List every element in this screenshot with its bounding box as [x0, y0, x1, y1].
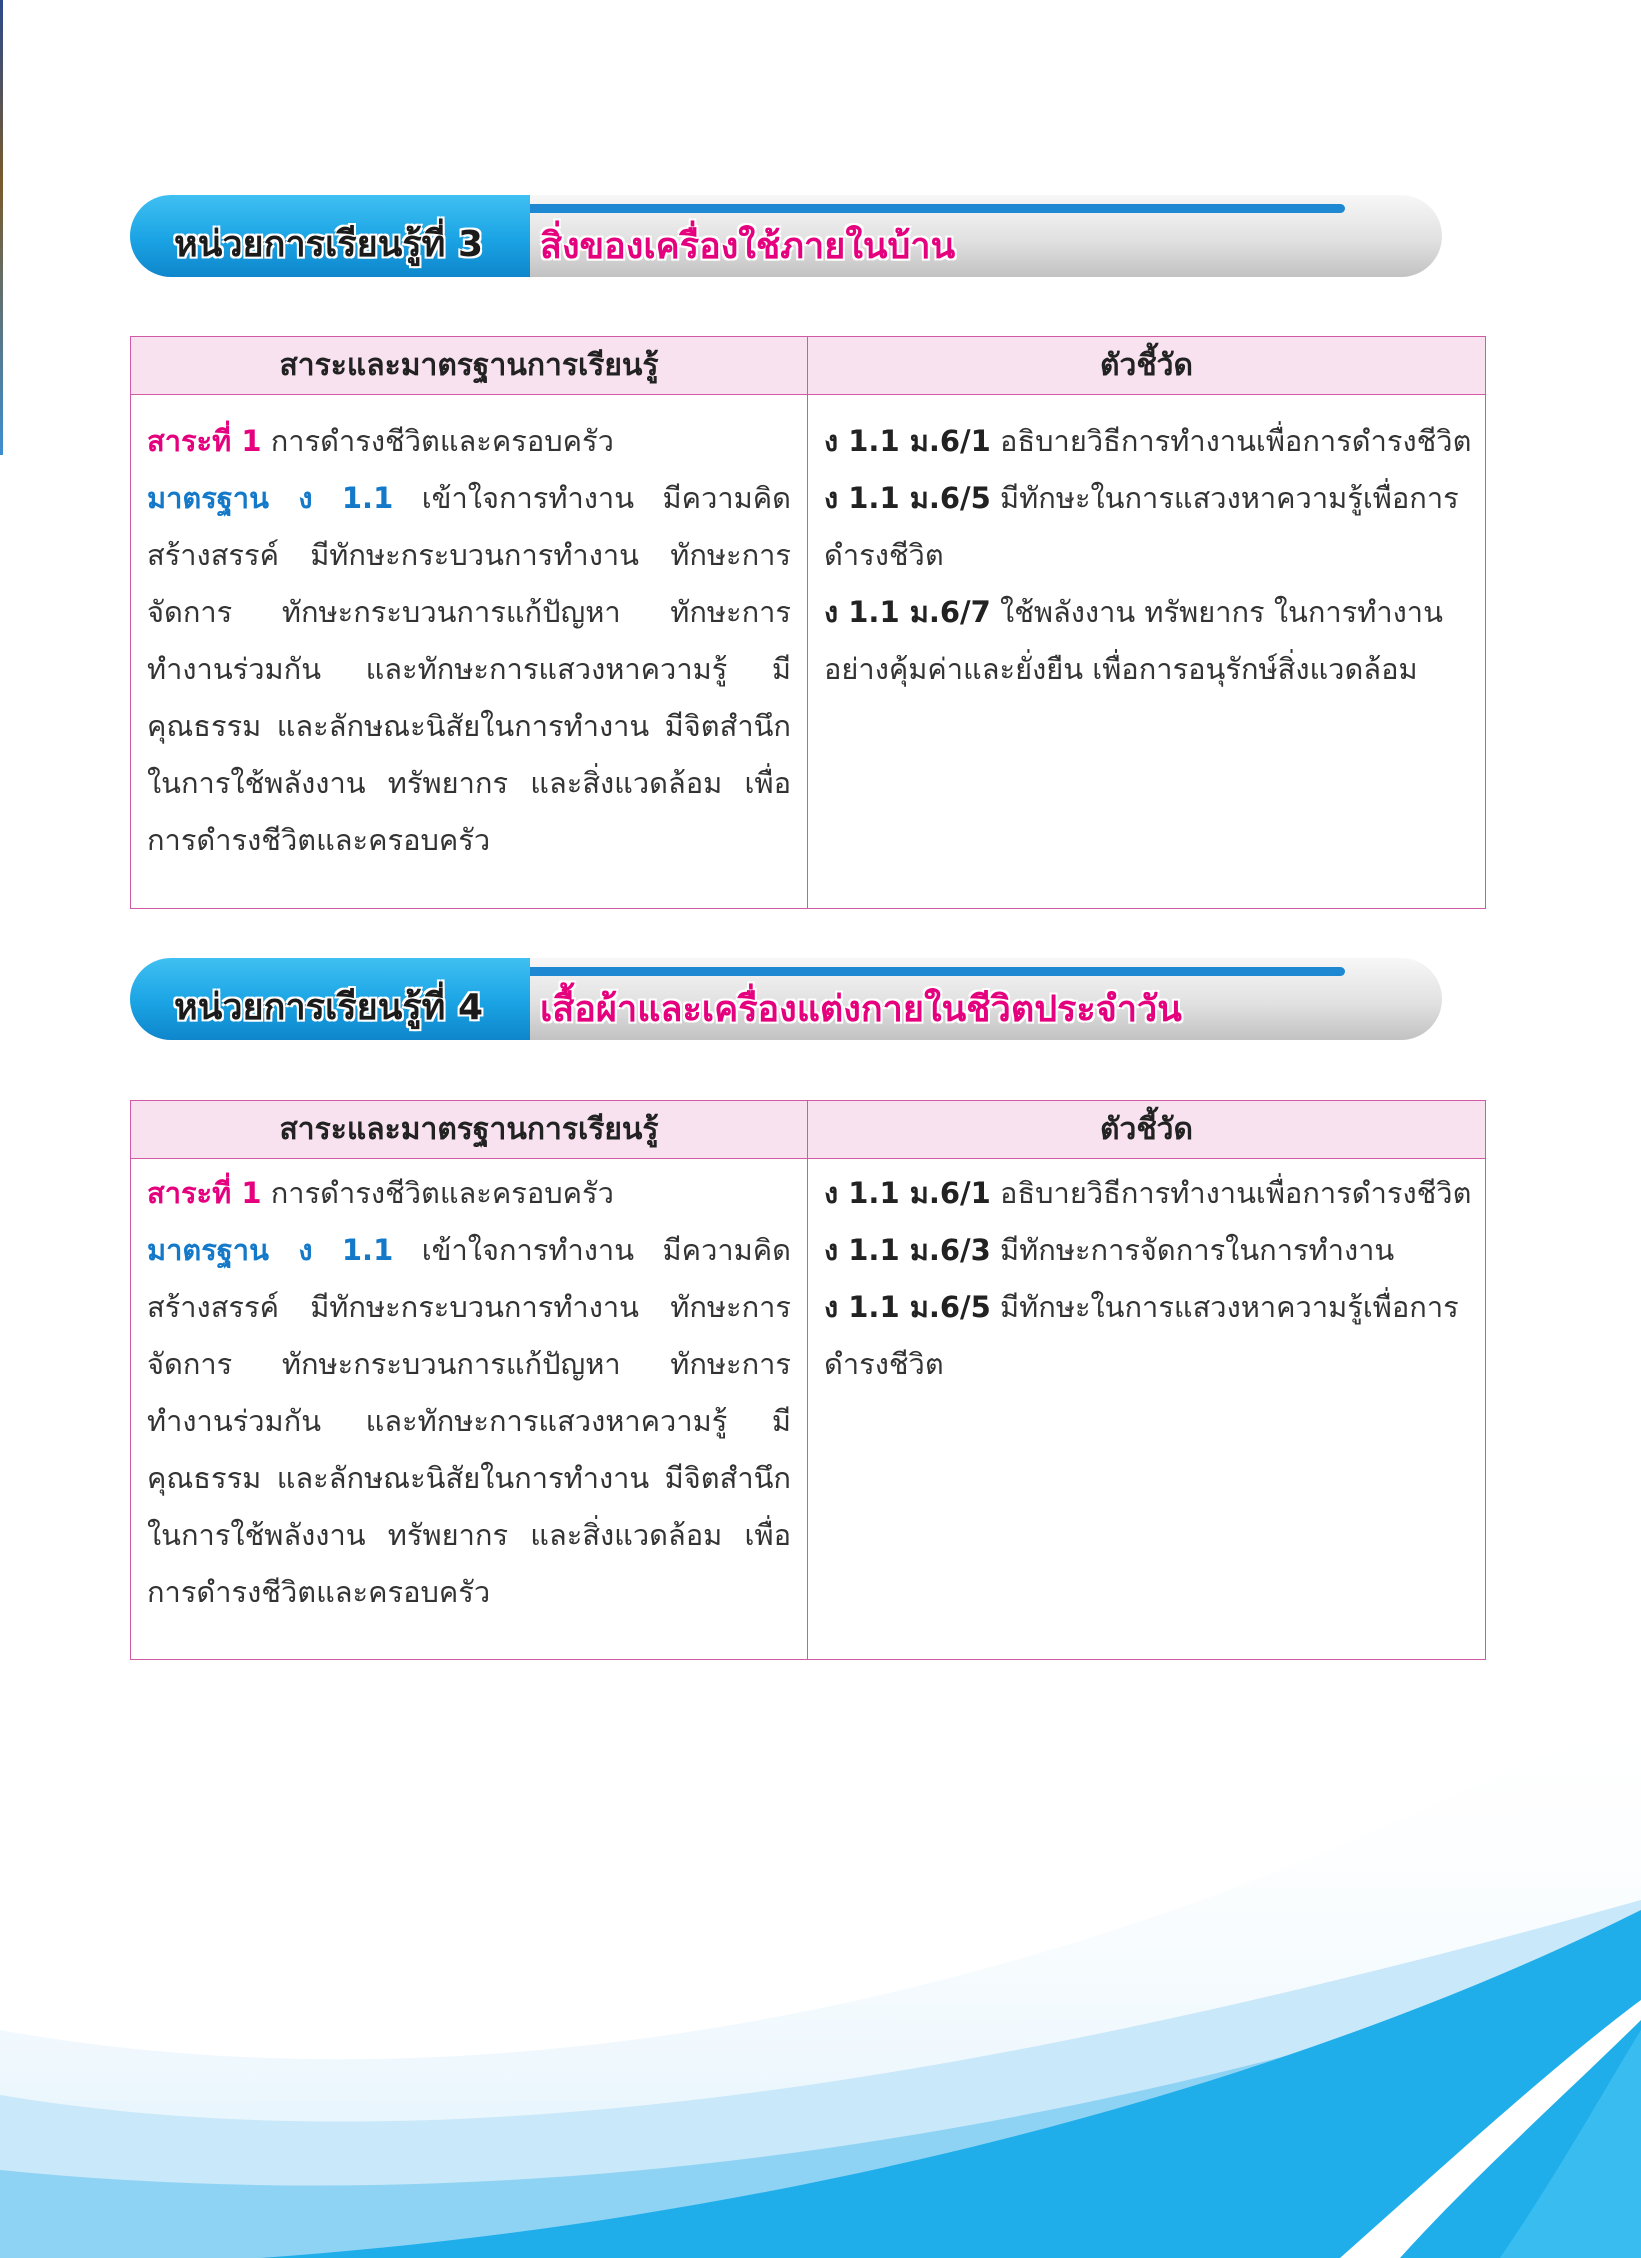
unit-3-banner	[130, 195, 1442, 277]
strand-label: สาระที่ 1	[147, 1176, 262, 1210]
indicator-text: มีทักษะการจัดการในการทำงาน	[990, 1233, 1395, 1267]
unit-3-standards-table	[130, 336, 1486, 909]
standard-label: มาตรฐาน ง 1.1	[147, 1233, 394, 1267]
header-indicators: ตัวชี้วัด	[808, 1101, 1485, 1159]
decorative-waves	[0, 1700, 1641, 2258]
unit-title: สิ่งของเครื่องใช้ภายในบ้าน	[540, 226, 956, 267]
indicators-cell	[808, 395, 1485, 908]
indicator-text: ใช้พลังงาน ทรัพยากร ในการทำงานอย่างคุ้มค่าและยั่งยืน เพื่อการอนุรักษ์สิ่งแวดล้อม	[824, 595, 1443, 686]
banner-accent-line	[525, 204, 1345, 213]
standard-text: เข้าใจการทำงาน มีความคิดสร้างสรรค์ มีทักษะกระบวนการทำงาน ทักษะการจัดการ ทักษะกระบวนการแก้ปัญหา ทักษะการทำงานร่วมกัน และทักษะการแสวงหาความรู้ มีคุณธรรม และลักษณะนิสัยในการทำงาน มีจิตสำนึกในการใช้พลังงาน ทรัพยากร และสิ่งแวดล้อม เพื่อการดำรงชีวิตและครอบครัว	[147, 481, 791, 857]
indicator-code: ง 1.1 ม.6/1	[824, 424, 991, 458]
left-edge-strip	[0, 0, 3, 455]
standard-text: เข้าใจการทำงาน มีความคิดสร้างสรรค์ มีทักษะกระบวนการทำงาน ทักษะการจัดการ ทักษะกระบวนการแก้ปัญหา ทักษะการทำงานร่วมกัน และทักษะการแสวงหาความรู้ มีคุณธรรม และลักษณะนิสัยในการทำงาน มีจิตสำนึกในการใช้พลังงาน ทรัพยากร และสิ่งแวดล้อม เพื่อการดำรงชีวิตและครอบครัว	[147, 1233, 791, 1609]
indicator-code: ง 1.1 ม.6/7	[824, 595, 991, 629]
strand-text: การดำรงชีวิตและครอบครัว	[261, 424, 614, 458]
indicator-text: อธิบายวิธีการทำงานเพื่อการดำรงชีวิต	[990, 1176, 1472, 1210]
indicator-item	[824, 1165, 1473, 1222]
header-indicators: ตัวชี้วัด	[808, 337, 1485, 395]
unit-title: เสื้อผ้าและเครื่องแต่งกายในชีวิตประจำวัน	[540, 989, 1182, 1030]
strand-text: การดำรงชีวิตและครอบครัว	[261, 1176, 614, 1210]
indicator-code: ง 1.1 ม.6/5	[824, 481, 991, 515]
header-standards: สาระและมาตรฐานการเรียนรู้	[131, 1101, 808, 1159]
standards-cell	[131, 1159, 808, 1659]
banner-label-pill	[130, 195, 530, 277]
indicator-item	[824, 584, 1473, 698]
strand-label: สาระที่ 1	[147, 424, 262, 458]
unit-4-banner	[130, 958, 1442, 1040]
indicator-item	[824, 1279, 1473, 1393]
indicator-code: ง 1.1 ม.6/5	[824, 1290, 991, 1324]
indicator-item	[824, 1222, 1473, 1279]
standards-cell	[131, 395, 808, 908]
indicator-item	[824, 413, 1473, 470]
indicator-code: ง 1.1 ม.6/1	[824, 1176, 991, 1210]
banner-label-pill	[130, 958, 530, 1040]
indicator-text: อธิบายวิธีการทำงานเพื่อการดำรงชีวิต	[990, 424, 1472, 458]
banner-accent-line	[525, 967, 1345, 976]
indicator-text: มีทักษะในการแสวงหาความรู้เพื่อการดำรงชีวิต	[824, 481, 1459, 572]
unit-label: หน่วยการเรียนรู้ที่ 4	[174, 987, 483, 1028]
header-standards: สาระและมาตรฐานการเรียนรู้	[131, 337, 808, 395]
indicators-cell	[808, 1159, 1485, 1659]
indicator-code: ง 1.1 ม.6/3	[824, 1233, 991, 1267]
unit-label: หน่วยการเรียนรู้ที่ 3	[174, 224, 483, 265]
standard-label: มาตรฐาน ง 1.1	[147, 481, 394, 515]
indicator-text: มีทักษะในการแสวงหาความรู้เพื่อการดำรงชีวิต	[824, 1290, 1459, 1381]
indicator-item	[824, 470, 1473, 584]
unit-4-standards-table	[130, 1100, 1486, 1660]
